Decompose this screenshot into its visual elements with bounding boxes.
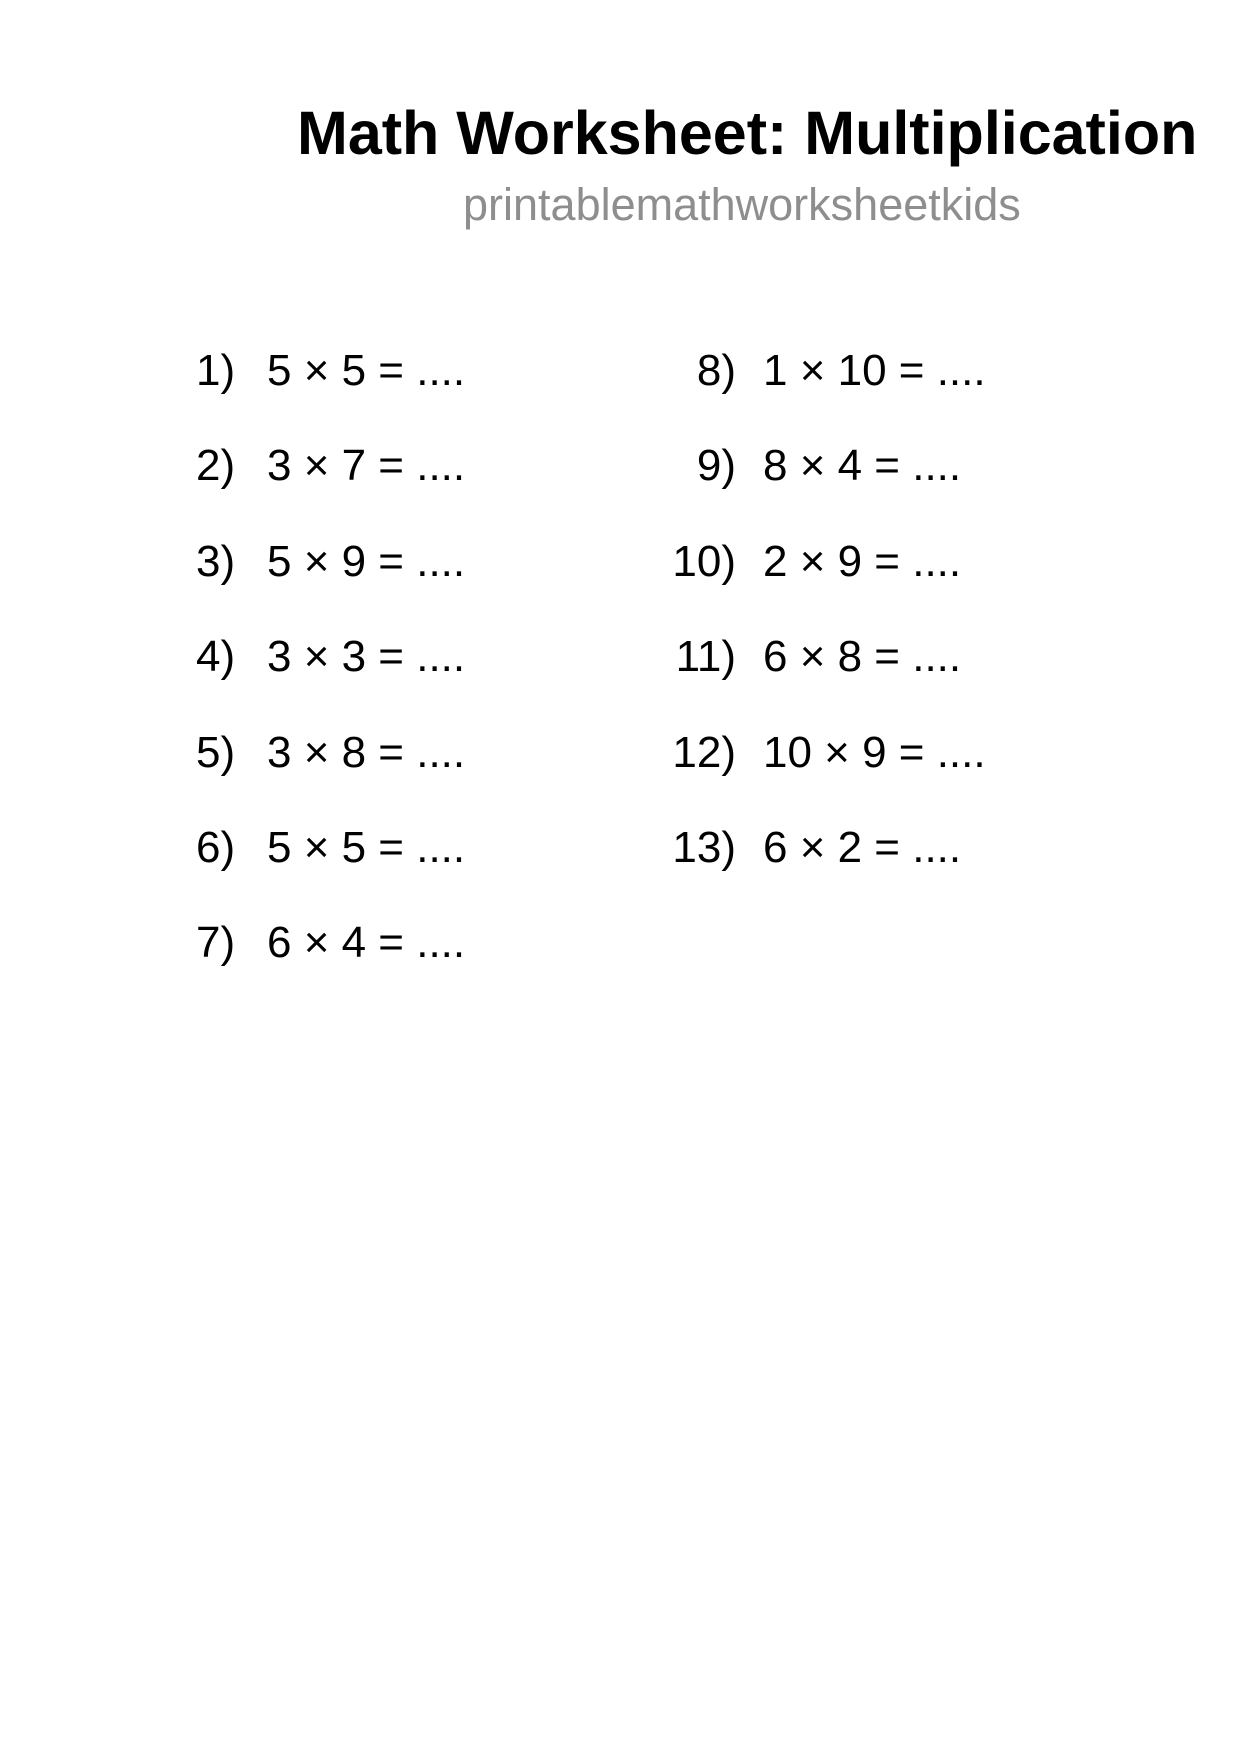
problem-number: 8) — [696, 346, 736, 395]
problem-expression: 6 × 4 = .... — [267, 918, 466, 968]
page-title: Math Worksheet: Multiplication — [297, 99, 1198, 167]
problem-expression: 8 × 4 = .... — [763, 441, 962, 491]
problem-number: 5) — [196, 727, 236, 777]
problem-expression: 5 × 5 = .... — [267, 822, 466, 872]
problem-row — [672, 632, 986, 730]
problem-row — [196, 346, 466, 444]
problems-left-column — [196, 346, 466, 1017]
problem-number: 9) — [696, 441, 736, 491]
problem-row — [196, 536, 466, 635]
problem-number: 6) — [196, 822, 236, 872]
problem-row — [672, 822, 986, 921]
problem-row — [672, 441, 986, 539]
problem-number: 7) — [196, 918, 236, 968]
problem-row — [672, 346, 986, 444]
problem-number: 4) — [196, 632, 236, 682]
problem-row — [196, 441, 466, 539]
problem-expression: 10 × 9 = .... — [763, 727, 986, 777]
problem-row — [672, 727, 986, 826]
problem-number: 12) — [672, 727, 736, 777]
problem-expression: 5 × 9 = .... — [267, 536, 466, 586]
problems-right-column — [672, 346, 986, 921]
problem-row — [196, 727, 466, 826]
problem-row — [196, 918, 466, 1016]
page-subtitle: printablemathworksheetkids — [463, 179, 1021, 230]
problem-number: 13) — [672, 822, 736, 872]
problem-expression: 2 × 9 = .... — [763, 536, 962, 586]
problem-expression: 3 × 3 = .... — [267, 632, 466, 682]
problem-row — [196, 632, 466, 730]
problem-expression: 6 × 2 = .... — [763, 822, 962, 872]
problem-expression: 3 × 7 = .... — [267, 441, 466, 491]
problem-number: 11) — [675, 632, 736, 682]
problem-number: 3) — [196, 536, 236, 586]
problem-expression: 1 × 10 = .... — [763, 346, 986, 395]
problem-number: 1) — [196, 346, 236, 395]
problem-expression: 3 × 8 = .... — [267, 727, 466, 777]
problem-number: 10) — [672, 536, 736, 586]
problem-number: 2) — [196, 441, 236, 491]
problem-expression: 6 × 8 = .... — [763, 632, 962, 682]
problem-expression: 5 × 5 = .... — [267, 346, 466, 395]
problem-row — [672, 536, 986, 635]
problem-row — [196, 822, 466, 921]
